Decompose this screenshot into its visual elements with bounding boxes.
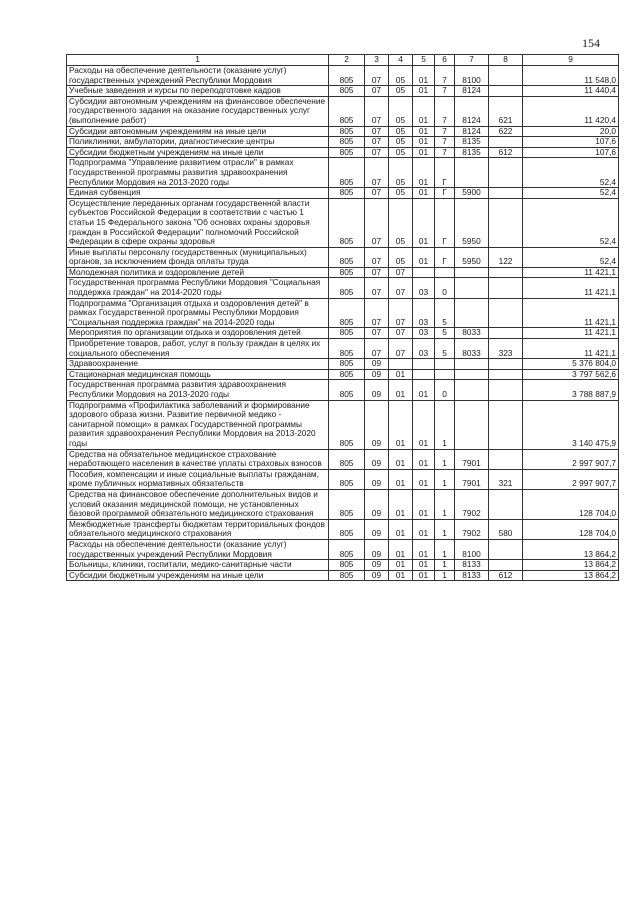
expense-type-code-cell: 612	[489, 570, 523, 581]
program-code-cell: 01	[413, 449, 435, 469]
article-code-cell	[455, 400, 489, 449]
amount-cell: 3 788 887,9	[523, 380, 619, 400]
program-code-cell: 01	[413, 570, 435, 581]
section-code-cell: 07	[365, 247, 389, 267]
subprogram-code-cell: 7	[435, 86, 455, 97]
admin-code-cell: 805	[329, 86, 365, 97]
article-code-cell	[455, 267, 489, 278]
table-row	[67, 96, 619, 126]
admin-code-cell: 805	[329, 380, 365, 400]
section-code-cell: 07	[365, 86, 389, 97]
article-code-cell: 8124	[455, 126, 489, 137]
subprogram-code-cell: 1	[435, 449, 455, 469]
item-name-cell: Государственная программа Республики Мордовия "Социальная поддержка граждан" на 2014-2020 годы	[67, 278, 329, 298]
subsection-code-cell: 01	[389, 449, 413, 469]
expense-type-code-cell	[489, 66, 523, 86]
table-row	[67, 469, 619, 489]
program-code-cell: 03	[413, 339, 435, 359]
admin-code-cell: 805	[329, 158, 365, 188]
program-code-cell: 01	[413, 247, 435, 267]
subprogram-code-cell: Г	[435, 158, 455, 188]
section-code-cell: 09	[365, 539, 389, 559]
amount-cell: 128 704,0	[523, 519, 619, 539]
table-row	[67, 198, 619, 247]
article-code-cell: 7901	[455, 449, 489, 469]
subsection-code-cell: 01	[389, 400, 413, 449]
section-code-cell: 07	[365, 298, 389, 328]
program-code-cell	[413, 359, 435, 370]
section-code-cell: 09	[365, 380, 389, 400]
subsection-code-cell: 07	[389, 278, 413, 298]
subsection-code-cell: 01	[389, 519, 413, 539]
subsection-code-cell: 01	[389, 539, 413, 559]
item-name-cell: Расходы на обеспечение деятельности (оказание услуг) государственных учреждений Республики Мордовия	[67, 66, 329, 86]
subsection-code-cell: 05	[389, 247, 413, 267]
section-code-cell: 09	[365, 469, 389, 489]
program-code-cell: 01	[413, 469, 435, 489]
item-name-cell: Субсидии бюджетным учреждениям на иные цели	[67, 570, 329, 581]
article-code-cell: 8124	[455, 86, 489, 97]
article-code-cell: 5950	[455, 198, 489, 247]
subsection-code-cell: 01	[389, 489, 413, 519]
subsection-code-cell: 05	[389, 126, 413, 137]
amount-cell: 11 440,4	[523, 86, 619, 97]
section-code-cell: 07	[365, 198, 389, 247]
expense-type-code-cell	[489, 380, 523, 400]
subprogram-code-cell: 5	[435, 328, 455, 339]
table-row	[67, 539, 619, 559]
table-row	[67, 158, 619, 188]
amount-cell: 11 421,1	[523, 328, 619, 339]
expense-type-code-cell	[489, 449, 523, 469]
expense-type-code-cell	[489, 188, 523, 199]
item-name-cell: Субсидии автономным учреждениям на финансовое обеспечение государственного задания на оказание государственных услуг (выполнение работ)	[67, 96, 329, 126]
amount-cell: 13 864,2	[523, 539, 619, 559]
article-code-cell: 8133	[455, 570, 489, 581]
table-row	[67, 66, 619, 86]
item-name-cell: Здравоохранение	[67, 359, 329, 370]
subprogram-code-cell: 7	[435, 126, 455, 137]
amount-cell: 11 548,0	[523, 66, 619, 86]
item-name-cell: Учебные заведения и курсы по переподготовке кадров	[67, 86, 329, 97]
expense-type-code-cell: 621	[489, 96, 523, 126]
subsection-code-cell: 07	[389, 328, 413, 339]
table-row	[67, 328, 619, 339]
column-header: 9	[523, 55, 619, 66]
amount-cell: 11 420,4	[523, 96, 619, 126]
item-name-cell: Подпрограмма "Управление развитием отрасли" в рамках Государственной программы развития здравоохранения Республики Мордовия на 2013-2020 годы	[67, 158, 329, 188]
expense-type-code-cell: 612	[489, 147, 523, 158]
program-code-cell: 01	[413, 66, 435, 86]
admin-code-cell: 805	[329, 147, 365, 158]
subprogram-code-cell: Г	[435, 198, 455, 247]
amount-cell: 2 997 907,7	[523, 449, 619, 469]
column-header: 1	[67, 55, 329, 66]
admin-code-cell: 805	[329, 560, 365, 571]
program-code-cell: 01	[413, 147, 435, 158]
admin-code-cell: 805	[329, 400, 365, 449]
table-header-row	[67, 55, 619, 66]
amount-cell: 11 421,1	[523, 267, 619, 278]
admin-code-cell: 805	[329, 247, 365, 267]
item-name-cell: Подпрограмма «Профилактика заболеваний и формирование здорового образа жизни. Развитие первичной медико - санитарной помощи» в рамках Государственной программы развития здравоохранения Республики Мордовия на 2013-2020 годы	[67, 400, 329, 449]
article-code-cell	[455, 278, 489, 298]
page-number: 154	[582, 36, 600, 50]
amount-cell: 20,0	[523, 126, 619, 137]
subprogram-code-cell	[435, 369, 455, 380]
admin-code-cell: 805	[329, 359, 365, 370]
section-code-cell: 07	[365, 188, 389, 199]
article-code-cell: 8100	[455, 66, 489, 86]
admin-code-cell: 805	[329, 328, 365, 339]
program-code-cell: 03	[413, 278, 435, 298]
subprogram-code-cell: 5	[435, 339, 455, 359]
expense-type-code-cell	[489, 137, 523, 148]
item-name-cell: Осуществление переданных органам государственной власти субъектов Российской Федерации в соответствии с частью 1 статьи 15 Федерального закона "Об основах охраны здоровья граждан в Российской Федерации" полномочий Российской Федерации в сфере охраны здоровья	[67, 198, 329, 247]
expense-type-code-cell: 323	[489, 339, 523, 359]
item-name-cell: Расходы на обеспечение деятельности (оказание услуг) государственных учреждений Республики Мордовия	[67, 539, 329, 559]
subprogram-code-cell: 1	[435, 469, 455, 489]
item-name-cell: Приобретение товаров, работ, услуг в пользу граждан в целях их социального обеспечения	[67, 339, 329, 359]
amount-cell: 52,4	[523, 247, 619, 267]
admin-code-cell: 805	[329, 519, 365, 539]
subprogram-code-cell	[435, 359, 455, 370]
item-name-cell: Единая субвенция	[67, 188, 329, 199]
subsection-code-cell: 05	[389, 188, 413, 199]
table-row	[67, 519, 619, 539]
section-code-cell: 07	[365, 126, 389, 137]
table-row	[67, 147, 619, 158]
table-row	[67, 86, 619, 97]
section-code-cell: 07	[365, 328, 389, 339]
expense-type-code-cell: 321	[489, 469, 523, 489]
article-code-cell: 8135	[455, 147, 489, 158]
amount-cell: 52,4	[523, 198, 619, 247]
article-code-cell: 8124	[455, 96, 489, 126]
article-code-cell: 7902	[455, 489, 489, 519]
table-row	[67, 126, 619, 137]
subprogram-code-cell: 1	[435, 400, 455, 449]
expense-type-code-cell	[489, 298, 523, 328]
article-code-cell	[455, 158, 489, 188]
amount-cell: 11 421,1	[523, 298, 619, 328]
program-code-cell: 01	[413, 96, 435, 126]
subsection-code-cell: 05	[389, 158, 413, 188]
article-code-cell: 8133	[455, 560, 489, 571]
admin-code-cell: 805	[329, 339, 365, 359]
subsection-code-cell: 01	[389, 380, 413, 400]
section-code-cell: 09	[365, 400, 389, 449]
section-code-cell: 07	[365, 96, 389, 126]
section-code-cell: 09	[365, 449, 389, 469]
table-row	[67, 570, 619, 581]
admin-code-cell: 805	[329, 298, 365, 328]
table-row	[67, 137, 619, 148]
expense-type-code-cell	[489, 267, 523, 278]
expense-type-code-cell	[489, 489, 523, 519]
subprogram-code-cell: 7	[435, 96, 455, 126]
item-name-cell: Больницы, клиники, госпитали, медико-санитарные части	[67, 560, 329, 571]
article-code-cell: 7902	[455, 519, 489, 539]
program-code-cell: 01	[413, 400, 435, 449]
amount-cell: 128 704,0	[523, 489, 619, 519]
expense-type-code-cell	[489, 539, 523, 559]
article-code-cell	[455, 298, 489, 328]
amount-cell: 13 864,2	[523, 560, 619, 571]
item-name-cell: Субсидии автономным учреждениям на иные цели	[67, 126, 329, 137]
table-row	[67, 489, 619, 519]
item-name-cell: Государственная программа развития здравоохранения Республики Мордовия на 2013-2020 годы	[67, 380, 329, 400]
section-code-cell: 09	[365, 560, 389, 571]
section-code-cell: 07	[365, 158, 389, 188]
program-code-cell: 01	[413, 489, 435, 519]
expense-type-code-cell	[489, 158, 523, 188]
program-code-cell: 01	[413, 519, 435, 539]
expense-type-code-cell	[489, 198, 523, 247]
subprogram-code-cell: 1	[435, 539, 455, 559]
admin-code-cell: 805	[329, 137, 365, 148]
table-row	[67, 380, 619, 400]
section-code-cell: 07	[365, 267, 389, 278]
admin-code-cell: 805	[329, 539, 365, 559]
section-code-cell: 09	[365, 519, 389, 539]
subsection-code-cell: 01	[389, 369, 413, 380]
subprogram-code-cell: 1	[435, 519, 455, 539]
admin-code-cell: 805	[329, 489, 365, 519]
article-code-cell: 8033	[455, 328, 489, 339]
admin-code-cell: 805	[329, 66, 365, 86]
subprogram-code-cell: 1	[435, 489, 455, 519]
expense-type-code-cell	[489, 369, 523, 380]
amount-cell: 11 421,1	[523, 339, 619, 359]
expense-type-code-cell	[489, 359, 523, 370]
amount-cell: 3 797 562,6	[523, 369, 619, 380]
admin-code-cell: 805	[329, 570, 365, 581]
expense-type-code-cell	[489, 86, 523, 97]
program-code-cell: 01	[413, 137, 435, 148]
subprogram-code-cell	[435, 267, 455, 278]
section-code-cell: 07	[365, 147, 389, 158]
table-row	[67, 298, 619, 328]
program-code-cell: 01	[413, 86, 435, 97]
expense-type-code-cell	[489, 560, 523, 571]
expense-type-code-cell	[489, 328, 523, 339]
section-code-cell: 07	[365, 66, 389, 86]
subprogram-code-cell: Г	[435, 188, 455, 199]
subsection-code-cell: 07	[389, 339, 413, 359]
expense-type-code-cell: 122	[489, 247, 523, 267]
amount-cell: 107,6	[523, 137, 619, 148]
item-name-cell: Средства на финансовое обеспечение дополнительных видов и условий оказания медицинской помощи, не установленных базовой программой обязательного медицинского страхования	[67, 489, 329, 519]
subprogram-code-cell: 0	[435, 278, 455, 298]
article-code-cell: 5900	[455, 188, 489, 199]
admin-code-cell: 805	[329, 267, 365, 278]
section-code-cell: 07	[365, 339, 389, 359]
column-header: 2	[329, 55, 365, 66]
admin-code-cell: 805	[329, 278, 365, 298]
subsection-code-cell: 05	[389, 66, 413, 86]
section-code-cell: 09	[365, 570, 389, 581]
subprogram-code-cell: 1	[435, 570, 455, 581]
amount-cell: 52,4	[523, 158, 619, 188]
program-code-cell: 01	[413, 380, 435, 400]
expense-type-code-cell	[489, 400, 523, 449]
article-code-cell	[455, 380, 489, 400]
article-code-cell	[455, 369, 489, 380]
column-header: 6	[435, 55, 455, 66]
expense-type-code-cell	[489, 278, 523, 298]
amount-cell: 3 140 475,9	[523, 400, 619, 449]
item-name-cell: Межбюджетные трансферты бюджетам территориальных фондов обязательного медицинского страхования	[67, 519, 329, 539]
subprogram-code-cell: 1	[435, 560, 455, 571]
item-name-cell: Субсидии бюджетным учреждениям на иные цели	[67, 147, 329, 158]
item-name-cell: Средства на обязательное медицинское страхование неработающего населения в качестве уплаты страховых взносов	[67, 449, 329, 469]
column-header: 5	[413, 55, 435, 66]
subprogram-code-cell: 7	[435, 137, 455, 148]
item-name-cell: Стационарная медицинская помощь	[67, 369, 329, 380]
table-row	[67, 267, 619, 278]
admin-code-cell: 805	[329, 369, 365, 380]
table-row	[67, 247, 619, 267]
table-row	[67, 188, 619, 199]
subprogram-code-cell: 7	[435, 66, 455, 86]
subsection-code-cell: 05	[389, 198, 413, 247]
column-header: 8	[489, 55, 523, 66]
subsection-code-cell: 05	[389, 96, 413, 126]
program-code-cell: 01	[413, 188, 435, 199]
program-code-cell: 03	[413, 328, 435, 339]
program-code-cell	[413, 267, 435, 278]
table-row	[67, 560, 619, 571]
article-code-cell: 8033	[455, 339, 489, 359]
subsection-code-cell: 05	[389, 137, 413, 148]
section-code-cell: 07	[365, 278, 389, 298]
column-header: 3	[365, 55, 389, 66]
item-name-cell: Иные выплаты персоналу государственных (муниципальных) органов, за исключением фонда оплаты труда	[67, 247, 329, 267]
column-header: 4	[389, 55, 413, 66]
amount-cell: 2 997 907,7	[523, 469, 619, 489]
subsection-code-cell: 05	[389, 147, 413, 158]
program-code-cell	[413, 369, 435, 380]
subsection-code-cell: 07	[389, 267, 413, 278]
subsection-code-cell: 01	[389, 560, 413, 571]
admin-code-cell: 805	[329, 188, 365, 199]
admin-code-cell: 805	[329, 469, 365, 489]
subsection-code-cell: 01	[389, 570, 413, 581]
table-row	[67, 278, 619, 298]
item-name-cell: Пособия, компенсации и иные социальные выплаты гражданам, кроме публичных нормативных обязательств	[67, 469, 329, 489]
table-row	[67, 400, 619, 449]
article-code-cell: 5950	[455, 247, 489, 267]
subprogram-code-cell: Г	[435, 247, 455, 267]
column-header: 7	[455, 55, 489, 66]
admin-code-cell: 805	[329, 126, 365, 137]
program-code-cell: 03	[413, 298, 435, 328]
subprogram-code-cell: 7	[435, 147, 455, 158]
program-code-cell: 01	[413, 539, 435, 559]
subsection-code-cell: 07	[389, 298, 413, 328]
budget-table	[66, 54, 619, 581]
subsection-code-cell: 05	[389, 86, 413, 97]
admin-code-cell: 805	[329, 96, 365, 126]
item-name-cell: Поликлиники, амбулатории, диагностические центры	[67, 137, 329, 148]
subsection-code-cell: 01	[389, 469, 413, 489]
table-row	[67, 369, 619, 380]
section-code-cell: 09	[365, 489, 389, 519]
admin-code-cell: 805	[329, 198, 365, 247]
program-code-cell: 01	[413, 560, 435, 571]
table-body	[67, 66, 619, 581]
amount-cell: 11 421,1	[523, 278, 619, 298]
subsection-code-cell	[389, 359, 413, 370]
table-row	[67, 339, 619, 359]
article-code-cell: 8135	[455, 137, 489, 148]
item-name-cell: Мероприятия по организации отдыха и оздоровления детей	[67, 328, 329, 339]
item-name-cell: Молодежная политика и оздоровление детей	[67, 267, 329, 278]
table-row	[67, 359, 619, 370]
table-row	[67, 449, 619, 469]
expense-type-code-cell: 580	[489, 519, 523, 539]
expense-type-code-cell: 622	[489, 126, 523, 137]
amount-cell: 107,6	[523, 147, 619, 158]
section-code-cell: 09	[365, 369, 389, 380]
program-code-cell: 01	[413, 198, 435, 247]
subprogram-code-cell: 0	[435, 380, 455, 400]
amount-cell: 5 376 804,0	[523, 359, 619, 370]
program-code-cell: 01	[413, 158, 435, 188]
article-code-cell: 7901	[455, 469, 489, 489]
subprogram-code-cell: 5	[435, 298, 455, 328]
article-code-cell	[455, 359, 489, 370]
article-code-cell: 8100	[455, 539, 489, 559]
item-name-cell: Подпрограмма "Организация отдыха и оздоровления детей" в рамках Государственной программы Республики Мордовия "Социальная поддержка граждан" на 2014-2020 годы	[67, 298, 329, 328]
section-code-cell: 07	[365, 137, 389, 148]
amount-cell: 13 864,2	[523, 570, 619, 581]
admin-code-cell: 805	[329, 449, 365, 469]
amount-cell: 52,4	[523, 188, 619, 199]
section-code-cell: 09	[365, 359, 389, 370]
program-code-cell: 01	[413, 126, 435, 137]
